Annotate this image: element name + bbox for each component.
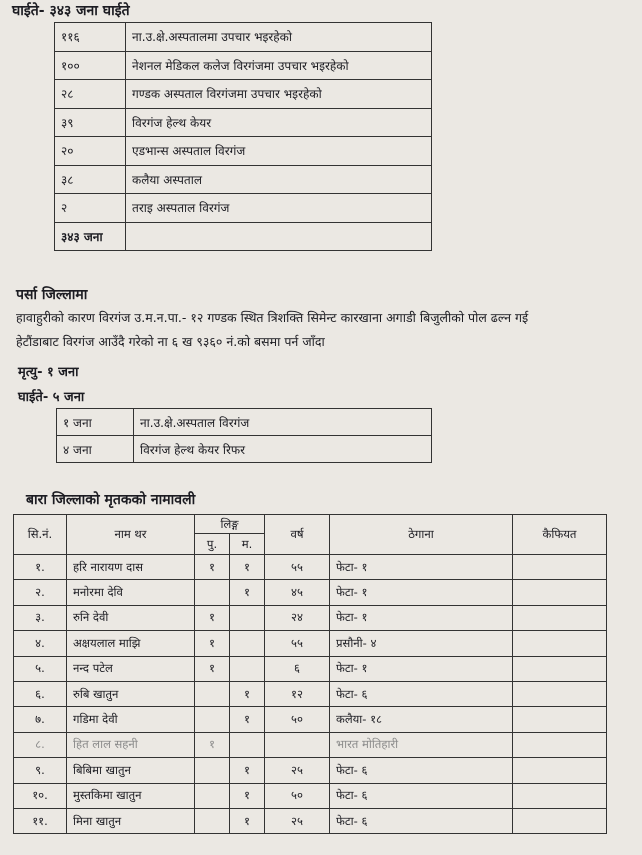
table-row (14, 580, 607, 605)
deceased-name: रुबि खातुन (67, 681, 195, 706)
deceased-remarks (513, 783, 607, 808)
deceased-remarks (513, 707, 607, 732)
deceased-name: रुनि देवी (67, 605, 195, 630)
col-serial: सि.नं. (14, 515, 67, 555)
deceased-serial: ८. (14, 732, 67, 757)
deceased-age: २५ (265, 758, 330, 783)
deceased-male: १ (195, 732, 230, 757)
deceased-female (230, 631, 265, 656)
bara-deceased-table (13, 514, 607, 834)
deceased-name: अक्षयलाल माझि (67, 631, 195, 656)
injured-count: ३९ (55, 108, 126, 137)
deceased-serial: ९. (14, 758, 67, 783)
deceased-name: मनोरमा देवि (67, 580, 195, 605)
table-row (14, 732, 607, 757)
deceased-female (230, 656, 265, 681)
deceased-female: १ (230, 580, 265, 605)
bara-heading: बारा जिल्लाको मृतकको नामावली (26, 492, 196, 508)
parsa-injured-table (56, 408, 432, 463)
total-row (55, 222, 432, 251)
deceased-address: फेटा- ६ (330, 681, 513, 706)
deceased-age: ४५ (265, 580, 330, 605)
deceased-name: बिबिमा खातुन (67, 758, 195, 783)
deceased-serial: ५. (14, 656, 67, 681)
deceased-serial: १०. (14, 783, 67, 808)
deceased-male (195, 681, 230, 706)
deceased-remarks (513, 605, 607, 630)
deceased-age: २४ (265, 605, 330, 630)
deceased-remarks (513, 681, 607, 706)
injured-count: २ (55, 194, 126, 223)
deceased-address: कलैया- १८ (330, 707, 513, 732)
table-row (55, 51, 432, 80)
col-female: म. (230, 534, 265, 555)
table-row (57, 436, 432, 463)
injured-count: १०० (55, 51, 126, 80)
table-row (55, 137, 432, 166)
deceased-address: फेटा- ६ (330, 758, 513, 783)
deceased-age (265, 732, 330, 757)
deceased-female: १ (230, 783, 265, 808)
deceased-age: २५ (265, 808, 330, 833)
col-name: नाम थर (67, 515, 195, 555)
deceased-male (195, 758, 230, 783)
table-row (14, 656, 607, 681)
empty-cell (126, 222, 432, 251)
deceased-address: फेटा- १ (330, 555, 513, 580)
deceased-remarks (513, 631, 607, 656)
table-row (57, 409, 432, 436)
table-row (14, 605, 607, 630)
col-male: पु. (195, 534, 230, 555)
deceased-name: गडिमा देवी (67, 707, 195, 732)
parsa-description-line-2: हेटौंडाबाट विरगंज आउँदै गरेको ना ६ ख ९३६० नं.को बसमा पर्न जाँदा (16, 334, 325, 349)
deceased-age: ६ (265, 656, 330, 681)
parsa-injured-place: ना.उ.क्षे.अस्पताल विरगंज (134, 409, 432, 436)
table-row (14, 631, 607, 656)
deceased-serial: २. (14, 580, 67, 605)
deceased-serial: १. (14, 555, 67, 580)
deceased-male: १ (195, 631, 230, 656)
deceased-address: फेटा- १ (330, 580, 513, 605)
parsa-injured-count: १ जना (57, 409, 134, 436)
deceased-remarks (513, 555, 607, 580)
deceased-female: १ (230, 555, 265, 580)
injured-heading: घाईते- ३४३ जना घाईते (12, 3, 130, 19)
deceased-male: १ (195, 555, 230, 580)
deceased-male (195, 808, 230, 833)
table-row (55, 80, 432, 109)
deceased-remarks (513, 580, 607, 605)
parsa-deaths: मृत्यु- १ जना (18, 365, 79, 380)
deceased-name: हित लाल सहनी (67, 732, 195, 757)
injured-count: ३८ (55, 165, 126, 194)
col-address: ठेगाना (330, 515, 513, 555)
deceased-address: भारत मोतिहारी (330, 732, 513, 757)
deceased-address: फेटा- ६ (330, 808, 513, 833)
injured-hospital-table (54, 22, 432, 251)
injured-place: कलैया अस्पताल (126, 165, 432, 194)
table-row (14, 808, 607, 833)
deceased-age: १२ (265, 681, 330, 706)
table-row (14, 555, 607, 580)
deceased-remarks (513, 808, 607, 833)
deceased-address: प्रसौनी- ४ (330, 631, 513, 656)
deceased-serial: ४. (14, 631, 67, 656)
deceased-male (195, 783, 230, 808)
table-row (14, 707, 607, 732)
deceased-name: मुस्तकिमा खातुन (67, 783, 195, 808)
injured-total: ३४३ जना (55, 222, 126, 251)
deceased-female: १ (230, 808, 265, 833)
deceased-age: ५५ (265, 555, 330, 580)
deceased-female (230, 605, 265, 630)
parsa-description-line-1: हावाहुरीको कारण विरगंज उ.म.न.पा.- १२ गण्डक स्थित त्रिशक्ति सिमेन्ट कारखाना अगाडी बिजुलीको पोल ढल्न गई (16, 310, 529, 325)
deceased-address: फेटा- १ (330, 656, 513, 681)
deceased-female: १ (230, 707, 265, 732)
injured-place: तराइ अस्पताल विरगंज (126, 194, 432, 223)
injured-place: ना.उ.क्षे.अस्पतालमा उपचार भइरहेको (126, 23, 432, 52)
deceased-address: फेटा- १ (330, 605, 513, 630)
deceased-female: १ (230, 758, 265, 783)
deceased-address: फेटा- ६ (330, 783, 513, 808)
parsa-injured-heading: घाईते- ५ जना (18, 390, 85, 405)
deceased-female: १ (230, 681, 265, 706)
injured-place: एडभान्स अस्पताल विरगंज (126, 137, 432, 166)
deceased-remarks (513, 758, 607, 783)
table-row (55, 165, 432, 194)
table-row (14, 758, 607, 783)
deceased-name: हरि नारायण दास (67, 555, 195, 580)
col-age: वर्ष (265, 515, 330, 555)
table-row (55, 23, 432, 52)
deceased-male (195, 707, 230, 732)
injured-count: २८ (55, 80, 126, 109)
injured-place: गण्डक अस्पताल विरगंजमा उपचार भइरहेको (126, 80, 432, 109)
parsa-heading: पर्सा जिल्लामा (16, 287, 88, 303)
deceased-name: मिना खातुन (67, 808, 195, 833)
deceased-serial: ७. (14, 707, 67, 732)
deceased-male (195, 580, 230, 605)
injured-place: विरगंज हेल्थ केयर (126, 108, 432, 137)
table-row (14, 681, 607, 706)
deceased-serial: ११. (14, 808, 67, 833)
deceased-age: ५० (265, 783, 330, 808)
deceased-serial: ६. (14, 681, 67, 706)
col-remarks: कैफियत (513, 515, 607, 555)
deceased-remarks (513, 732, 607, 757)
col-gender: लिङ्ग (195, 515, 265, 534)
deceased-remarks (513, 656, 607, 681)
injured-count: ११६ (55, 23, 126, 52)
deceased-male: १ (195, 656, 230, 681)
table-row (55, 194, 432, 223)
deceased-male: १ (195, 605, 230, 630)
deceased-serial: ३. (14, 605, 67, 630)
table-row (14, 783, 607, 808)
deceased-age: ५० (265, 707, 330, 732)
table-row (55, 108, 432, 137)
deceased-name: नन्द पटेल (67, 656, 195, 681)
parsa-injured-count: ४ जना (57, 436, 134, 463)
deceased-age: ५५ (265, 631, 330, 656)
deceased-female (230, 732, 265, 757)
injured-place: नेशनल मेडिकल कलेज विरगंजमा उपचार भइरहेको (126, 51, 432, 80)
parsa-injured-place: विरगंज हेल्थ केयर रिफर (134, 436, 432, 463)
injured-count: २० (55, 137, 126, 166)
